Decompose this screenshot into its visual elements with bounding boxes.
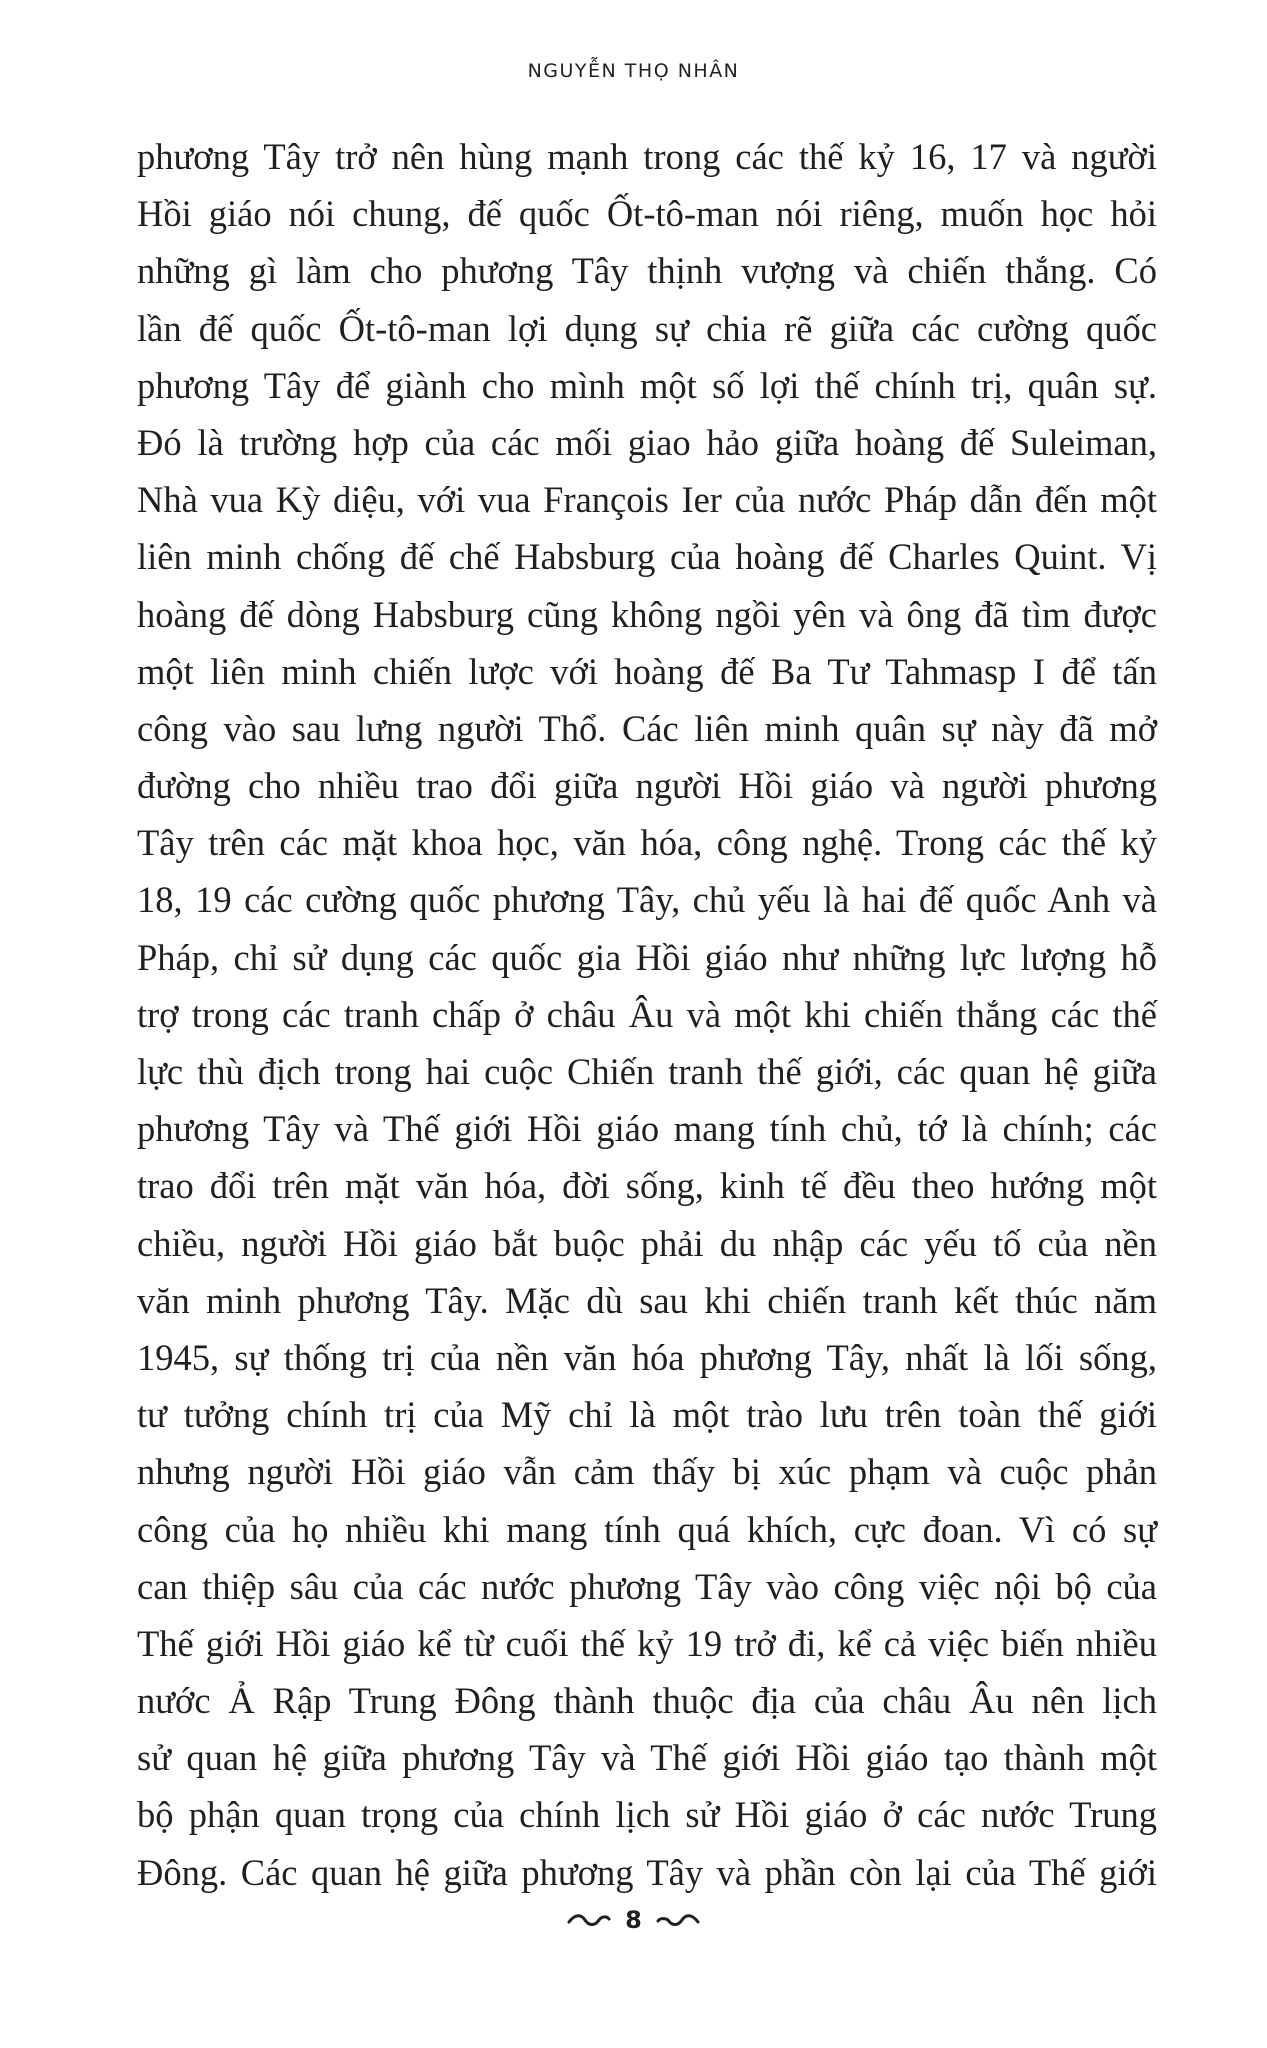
text-line: một liên minh chiến lược với hoàng đế Ba Tư Tahmasp I để tấn (137, 650, 1157, 692)
text-line: hoàng đế dòng Habsburg cũng không ngồi yên và ông đã tìm được (137, 593, 1157, 635)
text-line: lực thù địch trong hai cuộc Chiến tranh thế giới, các quan hệ giữa (137, 1051, 1157, 1092)
text-line: trợ trong các tranh chấp ở châu Âu và một khi chiến thắng các thế (137, 993, 1157, 1035)
text-line: Hồi giáo nói chung, đế quốc Ốt-tô-man nói riêng, muốn học hỏi (137, 193, 1157, 235)
text-line: Thế giới Hồi giáo kể từ cuối thế kỷ 19 trở đi, kể cả việc biến nhiều (137, 1622, 1157, 1664)
text-line: chiều, người Hồi giáo bắt buộc phải du nhập các yếu tố của nền (137, 1222, 1157, 1264)
text-line: Pháp, chỉ sử dụng các quốc gia Hồi giáo như những lực lượng hỗ (137, 936, 1157, 978)
text-line: Nhà vua Kỳ diệu, với vua François Ier của nước Pháp dẫn đến một (137, 479, 1157, 521)
text-line: nhưng người Hồi giáo vẫn cảm thấy bị xúc phạm và cuộc phản (137, 1451, 1157, 1493)
text-line: bộ phận quan trọng của chính lịch sử Hồi giáo ở các nước Trung (137, 1794, 1157, 1836)
text-line: công vào sau lưng người Thổ. Các liên minh quân sự này đã mở (137, 707, 1157, 749)
text-line: văn minh phương Tây. Mặc dù sau khi chiến tranh kết thúc năm (137, 1279, 1157, 1321)
text-line: liên minh chống đế chế Habsburg của hoàng đế Charles Quint. Vị (137, 536, 1157, 578)
text-line: phương Tây và Thế giới Hồi giáo mang tính chủ, tớ là chính; các (137, 1108, 1157, 1150)
page-number: 8 (625, 1906, 642, 1934)
text-line: tư tưởng chính trị của Mỹ chỉ là một trào lưu trên toàn thế giới (137, 1394, 1157, 1436)
text-line: lần đế quốc Ốt-tô-man lợi dụng sự chia rẽ giữa các cường quốc (137, 307, 1157, 349)
text-line: 18, 19 các cường quốc phương Tây, chủ yếu là hai đế quốc Anh và (137, 879, 1157, 921)
text-line: những gì làm cho phương Tây thịnh vượng và chiến thắng. Có (137, 250, 1157, 292)
text-line: trao đổi trên mặt văn hóa, đời sống, kinh tế đều theo hướng một (137, 1165, 1157, 1207)
text-line: Tây trên các mặt khoa học, văn hóa, công nghệ. Trong các thế kỷ (137, 822, 1157, 864)
text-line: đường cho nhiều trao đổi giữa người Hồi giáo và người phương (137, 765, 1157, 807)
text-line: can thiệp sâu của các nước phương Tây vào công việc nội bộ của (137, 1565, 1157, 1607)
flourish-right-icon (656, 1910, 700, 1930)
text-line: nước Ả Rập Trung Đông thành thuộc địa của châu Âu nên lịch (137, 1680, 1157, 1722)
text-line: phương Tây trở nên hùng mạnh trong các thế kỷ 16, 17 và người (137, 136, 1157, 177)
text-line: Đông. Các quan hệ giữa phương Tây và phần còn lại của Thế giới (137, 1851, 1157, 1893)
text-line: công của họ nhiều khi mang tính quá khích, cực đoan. Vì có sự (137, 1508, 1157, 1550)
text-line: sử quan hệ giữa phương Tây và Thế giới Hồi giáo tạo thành một (137, 1737, 1157, 1779)
running-header: NGUYỄN THỌ NHÂN (527, 60, 740, 82)
body-text (137, 128, 1157, 1901)
page-footer (0, 1900, 1267, 1940)
flourish-left-icon (567, 1910, 611, 1930)
text-line: Đó là trường hợp của các mối giao hảo giữa hoàng đế Suleiman, (137, 421, 1157, 463)
text-line: phương Tây để giành cho mình một số lợi thế chính trị, quân sự. (137, 364, 1157, 406)
text-line: 1945, sự thống trị của nền văn hóa phương Tây, nhất là lối sống, (137, 1336, 1157, 1378)
